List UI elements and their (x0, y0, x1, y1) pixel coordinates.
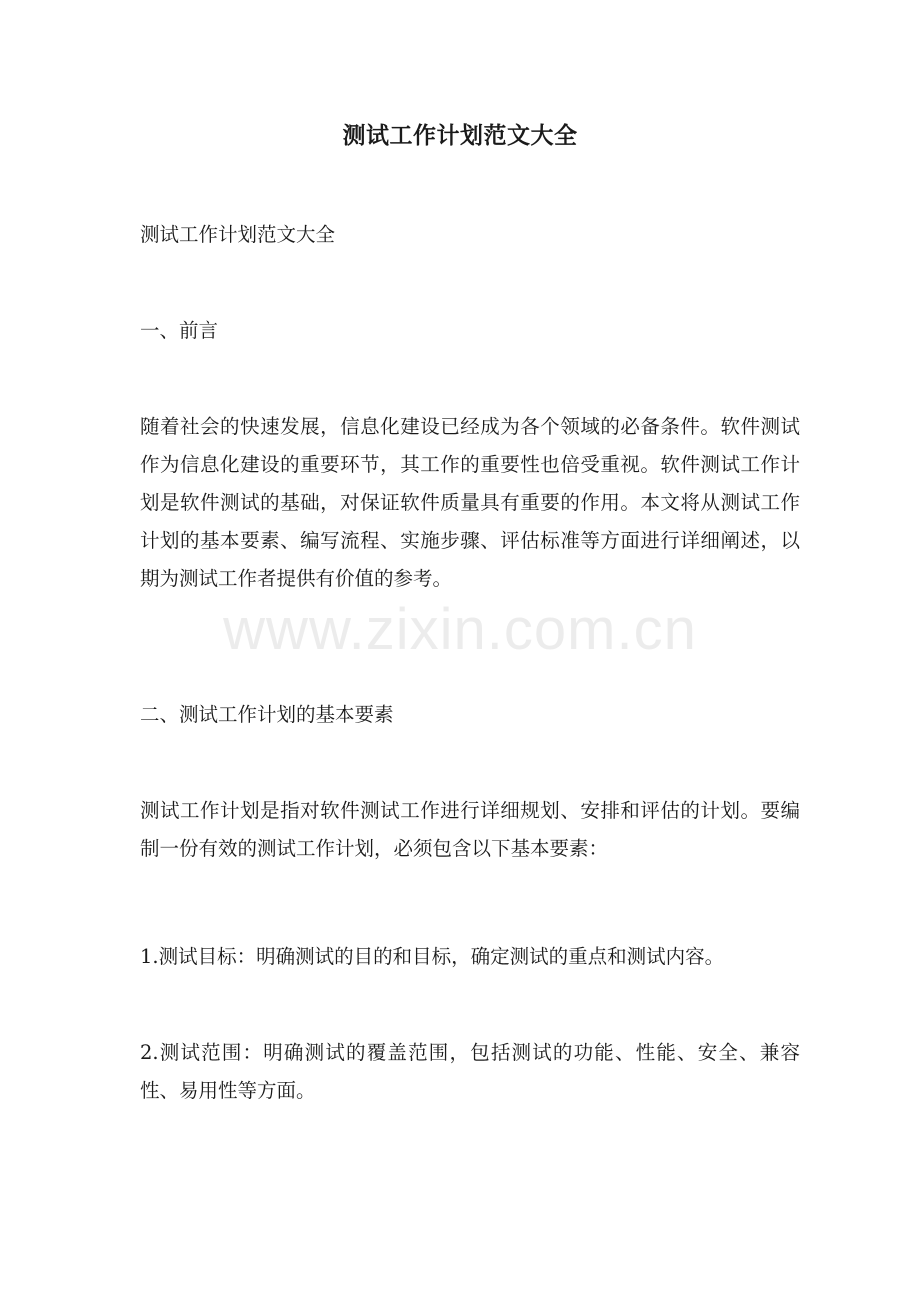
watermark: www.zixin.com.cn (223, 597, 697, 662)
paragraph-preface: 随着社会的快速发展，信息化建设已经成为各个领域的必备条件。软件测试作为信息化建设的重要环节，其工作的重要性也倍受重视。软件测试工作计划是软件测试的基础，对保证软件质量具有重要的作用。本文将从测试工作计划的基本要素、编写流程、实施步骤、评估标准等方面进行详细阐述，以期为测试工作者提供有价值的参考。 (140, 415, 800, 590)
list-item-test-scope: 2.测试范围：明确测试的覆盖范围，包括测试的功能、性能、安全、兼容性、易用性等方面。 (140, 1041, 800, 1102)
list-item-test-objective: 1.测试目标：明确测试的目的和目标，确定测试的重点和测试内容。 (140, 945, 725, 968)
section-heading-preface: 一、前言 (140, 319, 219, 342)
document-title: 测试工作计划范文大全 (342, 122, 578, 149)
paragraph-basic-elements: 测试工作计划是指对软件测试工作进行详细规划、安排和评估的计划。要编制一份有效的测试工作计划，必须包含以下基本要素： (140, 799, 800, 860)
document-subtitle: 测试工作计划范文大全 (140, 223, 336, 246)
section-heading-basic-elements: 二、测试工作计划的基本要素 (140, 703, 394, 726)
